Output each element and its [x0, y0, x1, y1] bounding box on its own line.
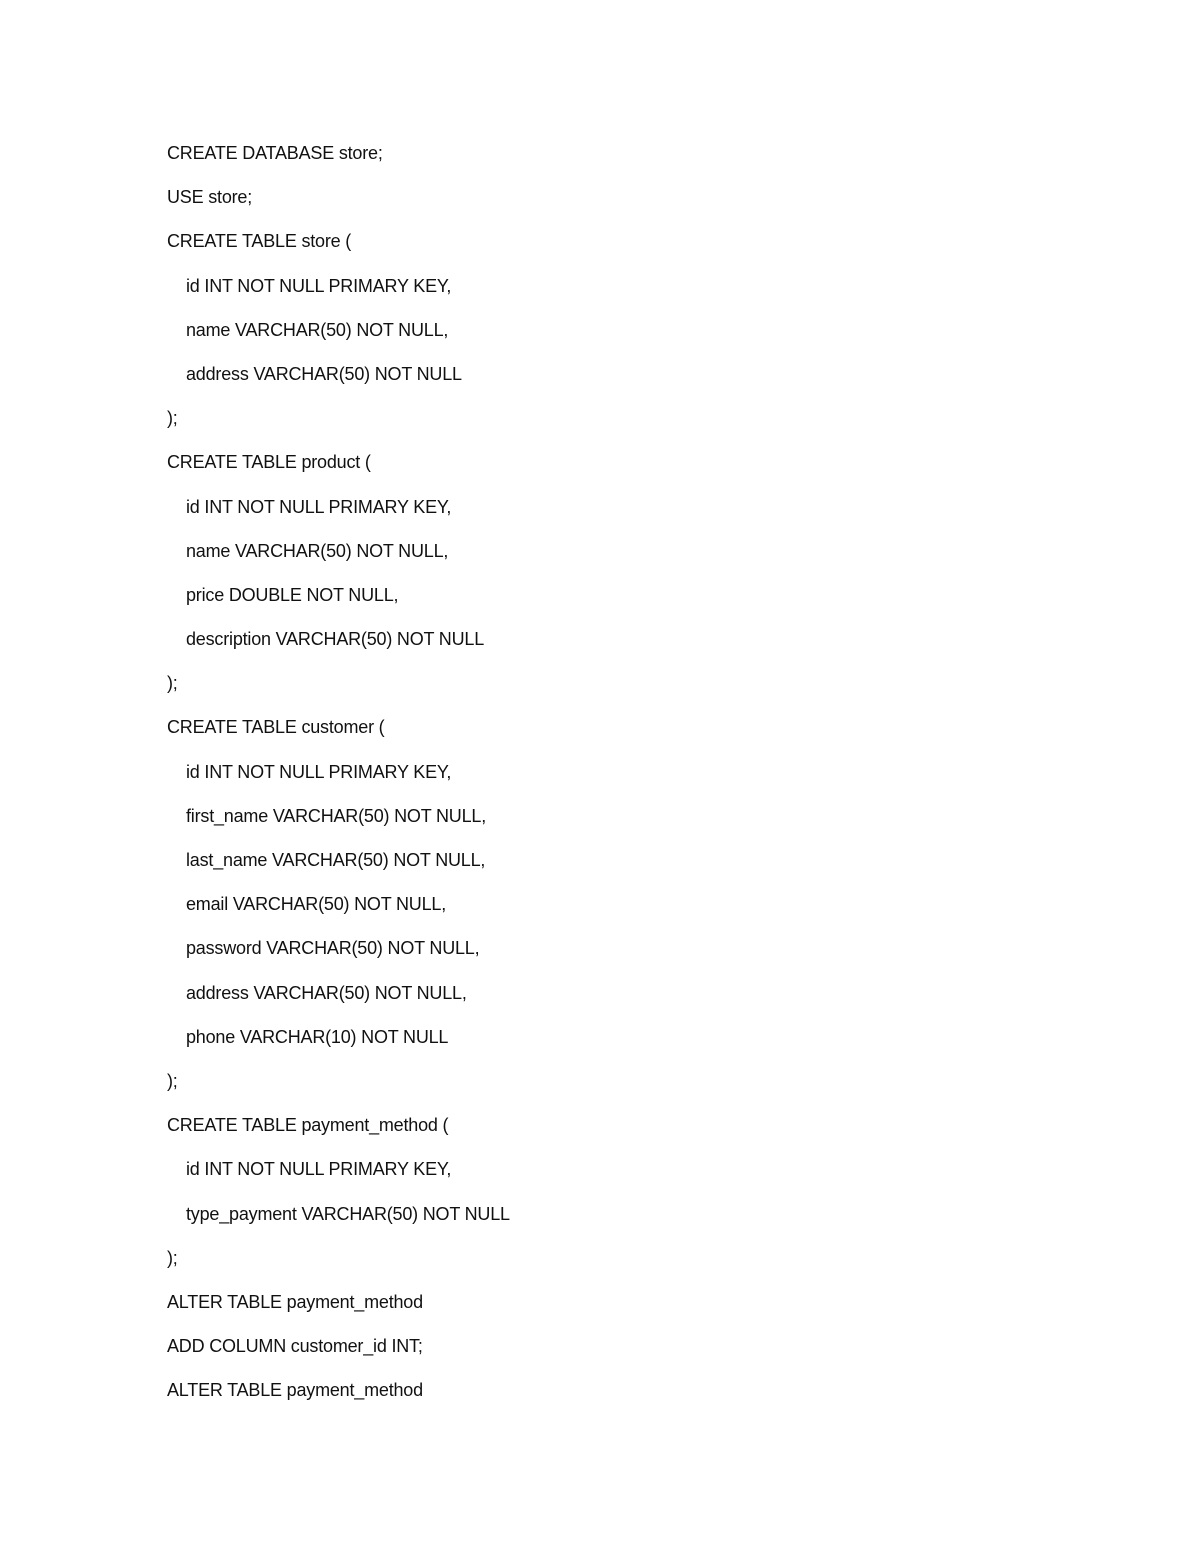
code-line: address VARCHAR(50) NOT NULL,: [186, 982, 467, 1003]
code-line: CREATE TABLE store (: [167, 231, 352, 252]
code-line: last_name VARCHAR(50) NOT NULL,: [186, 850, 486, 870]
code-line: email VARCHAR(50) NOT NULL,: [186, 894, 446, 915]
code-line: name VARCHAR(50) NOT NULL,: [186, 319, 449, 340]
sql-code-block: [167, 140, 1067, 1421]
code-line: ALTER TABLE payment_method: [167, 1291, 423, 1312]
code-line: CREATE TABLE payment_method (: [167, 1115, 449, 1136]
code-line: USE store;: [167, 187, 253, 208]
code-line: first_name VARCHAR(50) NOT NULL,: [186, 805, 487, 826]
code-line: price DOUBLE NOT NULL,: [186, 584, 399, 605]
code-line: phone VARCHAR(10) NOT NULL: [186, 1026, 449, 1047]
code-line: );: [167, 673, 178, 694]
code-line: type_payment VARCHAR(50) NOT NULL: [186, 1203, 510, 1224]
code-line: CREATE DATABASE store;: [167, 143, 383, 163]
code-line: CREATE TABLE customer (: [167, 717, 385, 738]
code-line: id INT NOT NULL PRIMARY KEY,: [186, 761, 452, 782]
code-line: );: [167, 1247, 178, 1268]
code-line: name VARCHAR(50) NOT NULL,: [186, 540, 449, 561]
code-line: description VARCHAR(50) NOT NULL: [186, 629, 485, 650]
code-line: address VARCHAR(50) NOT NULL: [186, 363, 462, 384]
code-line: ALTER TABLE payment_method: [167, 1380, 423, 1401]
code-line: );: [167, 408, 178, 429]
code-line: CREATE TABLE product (: [167, 452, 371, 473]
code-line: id INT NOT NULL PRIMARY KEY,: [186, 275, 452, 296]
code-line: id INT NOT NULL PRIMARY KEY,: [186, 1159, 452, 1180]
code-line: ADD COLUMN customer_id INT;: [167, 1336, 423, 1357]
code-line: );: [167, 1070, 178, 1091]
code-line: password VARCHAR(50) NOT NULL,: [186, 938, 480, 959]
code-line: id INT NOT NULL PRIMARY KEY,: [186, 496, 452, 517]
